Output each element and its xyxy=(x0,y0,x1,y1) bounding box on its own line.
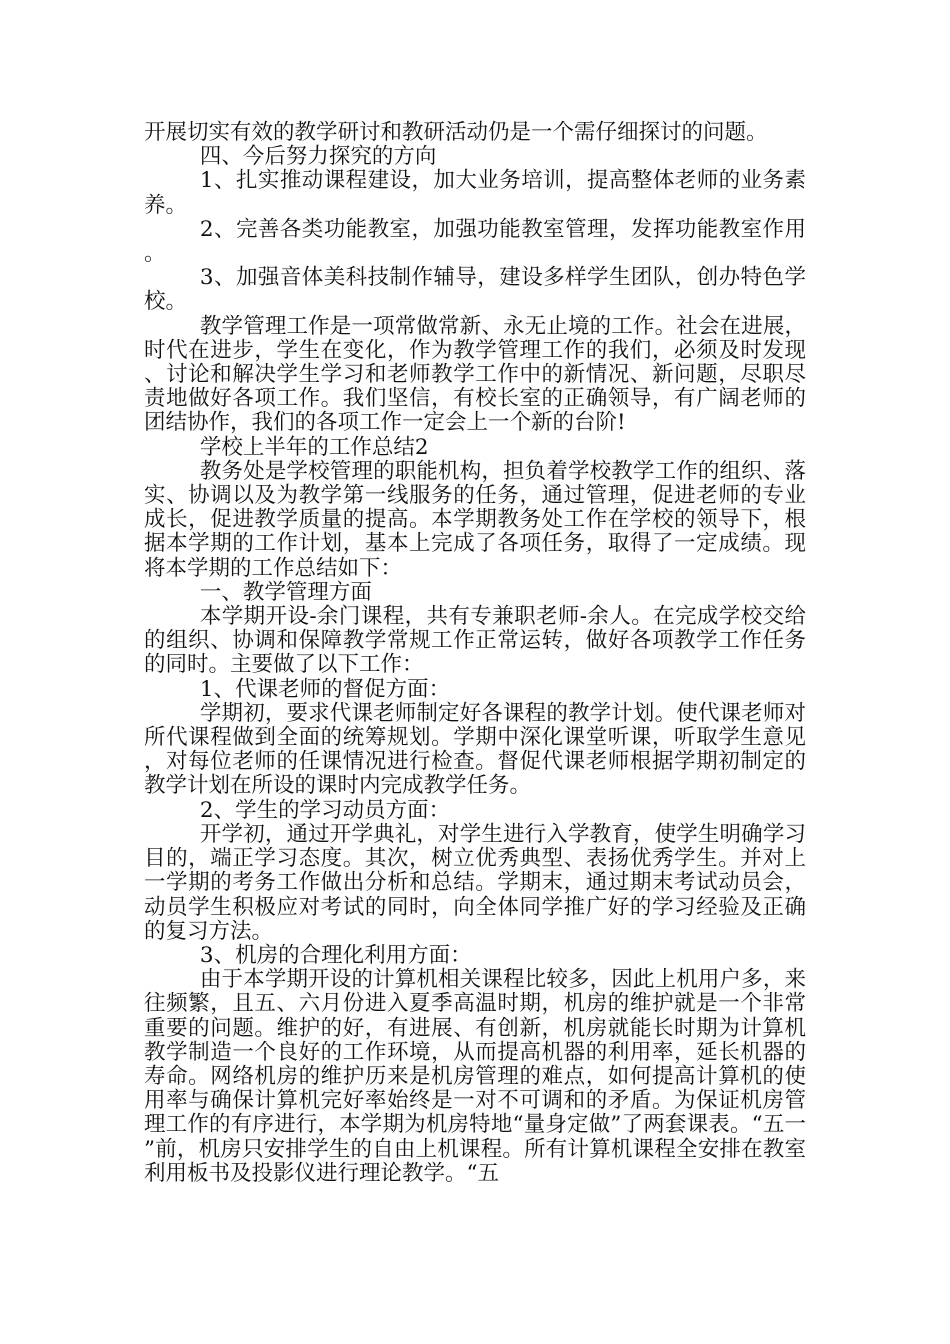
subheading-student-mobilization: 2、学生的学习动员方面： xyxy=(199,797,451,823)
document-subtitle: 学校上半年的工作总结2 xyxy=(199,434,429,460)
section-heading-future-direction: 四、今后努力探究的方向 xyxy=(199,144,437,170)
paragraph-intro: 教务处是学校管理的职能机构，担负着学校教学工作的组织、落实、协调以及为教学第一线服务的任务，通过管理，促进老师的专业成长，促进教学质量的提高。本学期教务处工作在学校的领导下，根据本学期的工作计划，基本上完成了各项任务，取得了一定成绩。现将本学期的工作总结如下： xyxy=(144,458,806,581)
paragraph-substitute-teachers: 学期初，要求代课老师制定好各课程的教学计划。使代课老师对所代课程做到全面的统筹规划。学期中深化课堂听课，听取学生意见，对每位老师的任课情况进行检查。督促代课老师根据学期初制定的教学计划在所设的课时内完成教学任务。 xyxy=(144,700,806,799)
section-heading-teaching-management: 一、教学管理方面 xyxy=(199,579,372,605)
paragraph-student-mobilization: 开学初，通过开学典礼，对学生进行入学教育，使学生明确学习目的，端正学习态度。其次，树立优秀典型、表扬优秀学生。并对上一学期的考务工作做出分析和总结。学期末，通过期末考试动员会，动员学生积极应对考试的同时，向全体同学推广好的学习经验及正确的复习方法。 xyxy=(144,821,806,944)
document-page xyxy=(144,121,806,1186)
list-item-1: 1、扎实推动课程建设，加大业务培训，提高整体老师的业务素养。 xyxy=(144,168,806,218)
paragraph-course-overview: 本学期开设-余门课程，共有专兼职老师-余人。在完成学校交给的组织、协调和保障教学常规工作正常运转，做好各项教学工作任务的同时。主要做了以下工作： xyxy=(144,604,806,678)
paragraph-computer-lab: 由于本学期开设的计算机相关课程比较多，因此上机用户多，来往频繁，且五、六月份进入夏季高温时期，机房的维护就是一个非常重要的问题。维护的好，有进展、有创新，机房就能长时期为计算机教学制造一个良好的工作环境，从而提高机器的利用率，延长机器的寿命。网络机房的维护历来是机房管理的难点，如何提高计算机的使用率与确保计算机完好率始终是一对不可调和的矛盾。为保证机房管理工作的有序进行，本学期为机房特地“量身定做”了两套课表。“五一”前，机房只安排学生的自由上机课程。所有计算机课程全安排在教室利用板书及投影仪进行理论教学。“五 xyxy=(144,967,806,1186)
subheading-computer-lab: 3、机房的合理化利用方面： xyxy=(199,942,472,968)
subheading-substitute-teachers: 1、代课老师的督促方面： xyxy=(199,676,451,702)
list-item-2: 2、完善各类功能教室，加强功能教室管理，发挥功能教室作用。 xyxy=(144,216,806,267)
list-item-3: 3、加强音体美科技制作辅导，建设多样学生团队，创办特色学校。 xyxy=(144,265,806,315)
paragraph-conclusion: 教学管理工作是一项常做常新、永无止境的工作。社会在进展，时代在进步，学生在变化，作为教学管理工作的我们，必须及时发现、讨论和解决学生学习和老师教学工作中的新情况、新问题，尽职尽责地做好各项工作。我们坚信，有校长室的正确领导，有广阔老师的团结协作，我们的各项工作一定会上一个新的台阶! xyxy=(144,313,806,436)
paragraph-continuation: 开展切实有效的教学研讨和教研活动仍是一个需仔细探讨的问题。 xyxy=(144,120,768,145)
